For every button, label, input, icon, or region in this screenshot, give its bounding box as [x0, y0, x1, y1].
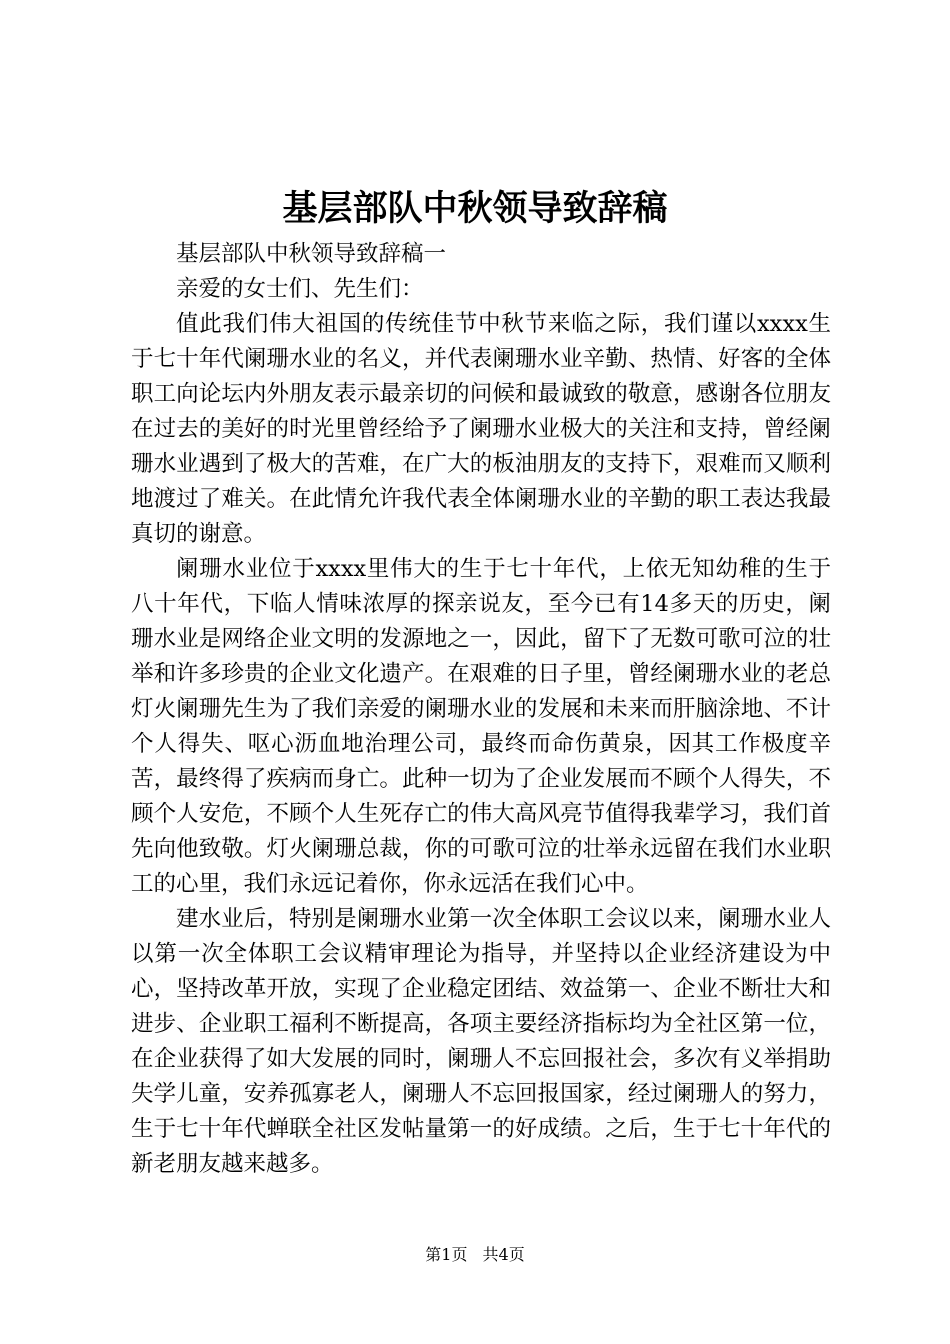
page-number: 第1页	[425, 1245, 468, 1264]
body-paragraph: 阑珊水业位于xxxx里伟大的生于七十年代，上依无知幼稚的生于八十年代，下临人情味浓厚的探亲说友，至今已有14多天的历史，阑珊水业是网络企业文明的发源地之一，因此，留下了无数可歌可泣的壮举和许多珍贵的企业文化遗产。在艰难的日子里，曾经阑珊水业的老总灯火阑珊先生为了我们亲爱的阑珊水业的发展和未来而肝脑涂地、不计个人得失、呕心沥血地治理公司，最终而命伤黄泉，因其工作极度辛苦，最终得了疾病而身亡。此种一切为了企业发展而不顾个人得失，不顾个人安危，不顾个人生死存亡的伟大高风亮节值得我辈学习，我们首先向他致敬。灯火阑珊总裁，你的可歌可泣的壮举永远留在我们水业职工的心里，我们永远记着你，你永远活在我们心中。	[131, 556, 831, 897]
page-total: 共4页	[482, 1245, 525, 1264]
document-body	[131, 237, 831, 1182]
page-footer	[0, 1245, 950, 1265]
body-paragraph: 建水业后，特别是阑珊水业第一次全体职工会议以来，阑珊水业人以第一次全体职工会议精审理论为指导，并坚持以企业经济建设为中心，坚持改革开放，实现了企业稳定团结、效益第一、企业不断壮大和进步、企业职工福利不断提高，各项主要经济指标均为全社区第一位，在企业获得了如大发展的同时，阑珊人不忘回报社会，多次有义举捐助失学儿童，安养孤寡老人，阑珊人不忘回报国家，经过阑珊人的努力，生于七十年代蝉联全社区发帖量第一的好成绩。之后，生于七十年代的新老朋友越来越多。	[131, 906, 831, 1177]
subtitle-paragraph: 基层部队中秋领导致辞稿一	[176, 241, 447, 267]
salutation-paragraph: 亲爱的女士们、先生们：	[176, 276, 424, 302]
document-title: 基层部队中秋领导致辞稿	[282, 188, 668, 229]
body-paragraph: 值此我们伟大祖国的传统佳节中秋节来临之际，我们谨以xxxx生于七十年代阑珊水业的名义，并代表阑珊水业辛勤、热情、好客的全体职工向论坛内外朋友表示最亲切的问候和最诚致的敬意，感谢各位朋友在过去的美好的时光里曾经给予了阑珊水业极大的关注和支持，曾经阑珊水业遇到了极大的苦难，在广大的板油朋友的支持下，艰难而又顺利地渡过了难关。在此情允许我代表全体阑珊水业的辛勤的职工表达我最真切的谢意。	[131, 311, 831, 547]
